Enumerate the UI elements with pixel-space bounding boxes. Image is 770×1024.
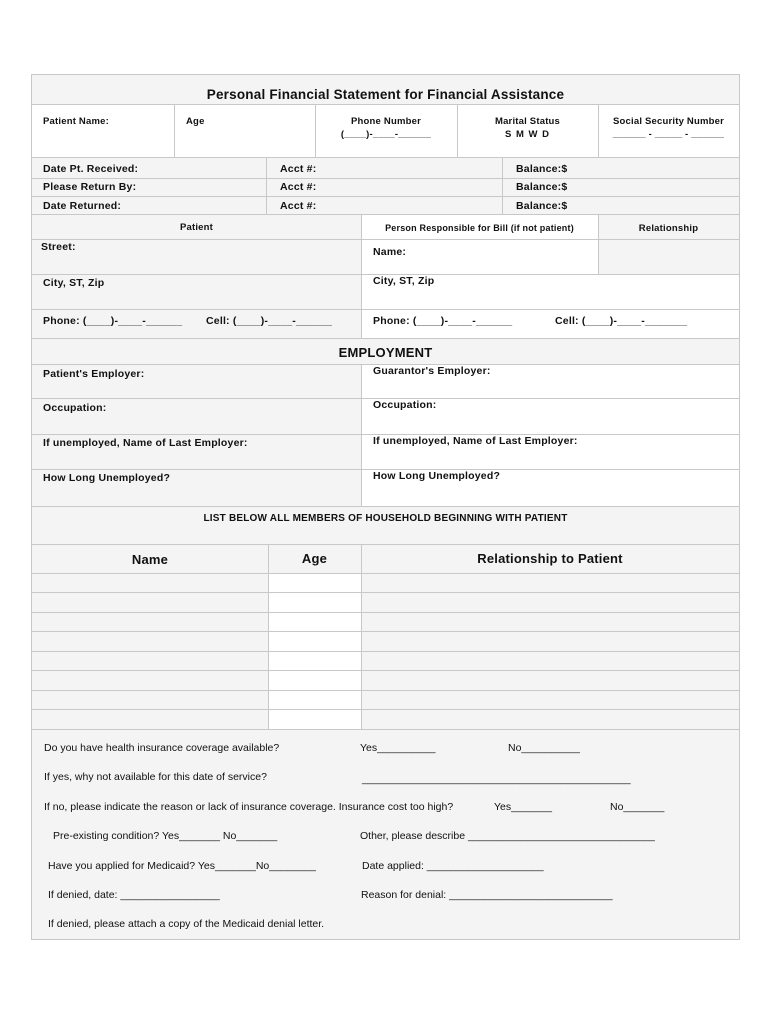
cost-too-high-yes-blank[interactable]: Yes_______ [494,801,553,813]
patient-unemployed-field[interactable] [32,470,361,506]
unemployed-row [32,470,739,506]
household-age-header: Age [301,551,328,566]
patient-last-employer-field[interactable] [32,435,361,469]
cost-too-high-no-blank[interactable]: No_______ [610,801,665,813]
responsible-phone-label: Phone: (____)-____-______ [373,315,513,327]
household-row[interactable] [32,632,739,651]
balance-label-2: Balance:$ [516,181,568,193]
date-applied-blank[interactable]: Date applied: ____________________ [362,860,544,872]
responsible-city-label: City, ST, Zip [373,275,435,287]
phone-row [32,310,739,338]
patient-last-employer-label: If unemployed, Name of Last Employer: [43,437,248,449]
patient-city-field[interactable] [32,275,361,309]
responsible-column-header: Person Responsible for Bill (if not patient) [385,223,574,233]
city-row [32,275,739,309]
acct-label-1: Acct #: [280,163,317,175]
guarantor-employer-label: Guarantor's Employer: [373,365,491,377]
patient-name-field[interactable] [32,105,174,157]
street-field[interactable] [32,240,361,274]
phone-number-field[interactable] [315,105,457,157]
household-relationship-header: Relationship to Patient [477,551,623,566]
responsible-city-field[interactable] [361,275,739,309]
denied-date-blank[interactable]: If denied, date: _________________ [48,889,220,901]
household-row[interactable] [32,593,739,612]
question-insurance-available: Do you have health insurance coverage available? [44,742,280,754]
household-age-cell[interactable] [268,652,361,670]
employment-heading-row [32,339,739,364]
balance-label-3: Balance:$ [516,200,568,212]
patient-column-header: Patient [179,222,214,233]
patient-employer-label: Patient's Employer: [43,368,145,380]
question-pre-existing[interactable]: Pre-existing condition? Yes_______ No_______ [53,830,278,842]
office-row-returned [32,197,739,214]
household-columns-row [32,545,739,573]
acct-label-2: Acct #: [280,181,317,193]
household-name-header: Name [131,552,169,567]
employer-row [32,365,739,398]
office-row-received [32,162,739,178]
age-field[interactable] [174,105,315,157]
phone-number-label: Phone Number [351,116,421,127]
patient-name-label: Patient Name: [43,116,109,127]
patient-occupation-label: Occupation: [43,402,107,414]
household-age-cell[interactable] [268,593,361,612]
responsible-name-field[interactable] [361,240,598,274]
title-row [32,75,739,104]
guarantor-unemployed-field[interactable] [361,470,739,506]
question-lack-of-coverage: If no, please indicate the reason or lack of insurance coverage. Insurance cost too high? [44,801,454,813]
household-age-cell[interactable] [268,710,361,729]
household-age-cell[interactable] [268,574,361,592]
date-received-label: Date Pt. Received: [43,163,139,175]
guarantor-last-employer-field[interactable] [361,435,739,469]
contact-header-row [32,215,739,239]
guarantor-occupation-field[interactable] [361,399,739,434]
guarantor-employer-field[interactable] [361,365,739,398]
household-age-cell[interactable] [268,691,361,709]
relationship-column-header: Relationship [638,223,699,234]
other-describe-blank[interactable]: Other, please describe ________________________________ [360,830,655,842]
question-applied-medicaid[interactable]: Have you applied for Medicaid? Yes_______No________ [48,860,316,872]
patient-occupation-field[interactable] [32,399,361,434]
patient-info-row [32,105,739,157]
acct-label-3: Acct #: [280,200,317,212]
marital-status-field[interactable] [457,105,598,157]
age-label: Age [186,116,205,127]
patient-unemployed-label: How Long Unemployed? [43,472,171,484]
office-row-return [32,179,739,196]
ssn-label: Social Security Number [612,116,725,127]
ssn-field[interactable] [598,105,739,157]
financial-assistance-form [31,74,740,940]
guarantor-occupation-label: Occupation: [373,399,437,411]
household-age-cell[interactable] [268,632,361,651]
relationship-field[interactable] [598,240,739,274]
employment-heading: EMPLOYMENT [338,345,433,360]
return-by-label: Please Return By: [43,181,137,193]
responsible-name-label: Name: [373,246,407,258]
insurance-yes-blank[interactable]: Yes__________ [360,742,436,754]
guarantor-unemployed-label: How Long Unemployed? [373,470,501,482]
patient-employer-field[interactable] [32,365,361,398]
household-row[interactable] [32,652,739,670]
patient-phone-field[interactable] [32,310,361,338]
ssn-blank: ______ - _____ - ______ [612,129,725,140]
responsible-header-cell [361,215,598,239]
question-why-not-available: If yes, why not available for this date of service? [44,771,267,783]
household-row[interactable] [32,671,739,690]
occupation-row [32,399,739,434]
household-heading: LIST BELOW ALL MEMBERS OF HOUSEHOLD BEGINNING WITH PATIENT [203,513,568,524]
responsible-cell-label: Cell: (____)-____-_______ [555,315,688,327]
insurance-no-blank[interactable]: No__________ [508,742,580,754]
patient-city-label: City, ST, Zip [43,277,105,289]
household-row[interactable] [32,710,739,729]
household-age-cell[interactable] [268,613,361,631]
household-age-cell[interactable] [268,671,361,690]
balance-label-1: Balance:$ [516,163,568,175]
marital-status-label: Marital Status [494,116,561,127]
street-name-row [32,240,739,274]
reason-for-denial-blank[interactable]: Reason for denial: ____________________________ [361,889,613,901]
guarantor-last-employer-label: If unemployed, Name of Last Employer: [373,435,578,447]
household-row[interactable] [32,574,739,592]
phone-number-blank: (____)-____-______ [340,129,432,140]
form-title: Personal Financial Statement for Financial Assistance [206,87,565,102]
household-heading-row [32,507,739,544]
street-label: Street: [41,241,76,253]
patient-cell-label: Cell: (____)-____-______ [206,315,333,327]
marital-status-options: S M W D [505,129,550,140]
last-employer-row [32,435,739,469]
date-returned-label: Date Returned: [43,200,122,212]
medicaid-denial-letter-note: If denied, please attach a copy of the Medicaid denial letter. [48,918,325,930]
patient-phone-label: Phone: (____)-____-______ [43,315,183,327]
household-row[interactable] [32,691,739,709]
responsible-phone-field[interactable] [361,310,739,338]
why-not-available-blank[interactable]: ______________________________________________ [362,773,631,785]
household-row[interactable] [32,613,739,631]
